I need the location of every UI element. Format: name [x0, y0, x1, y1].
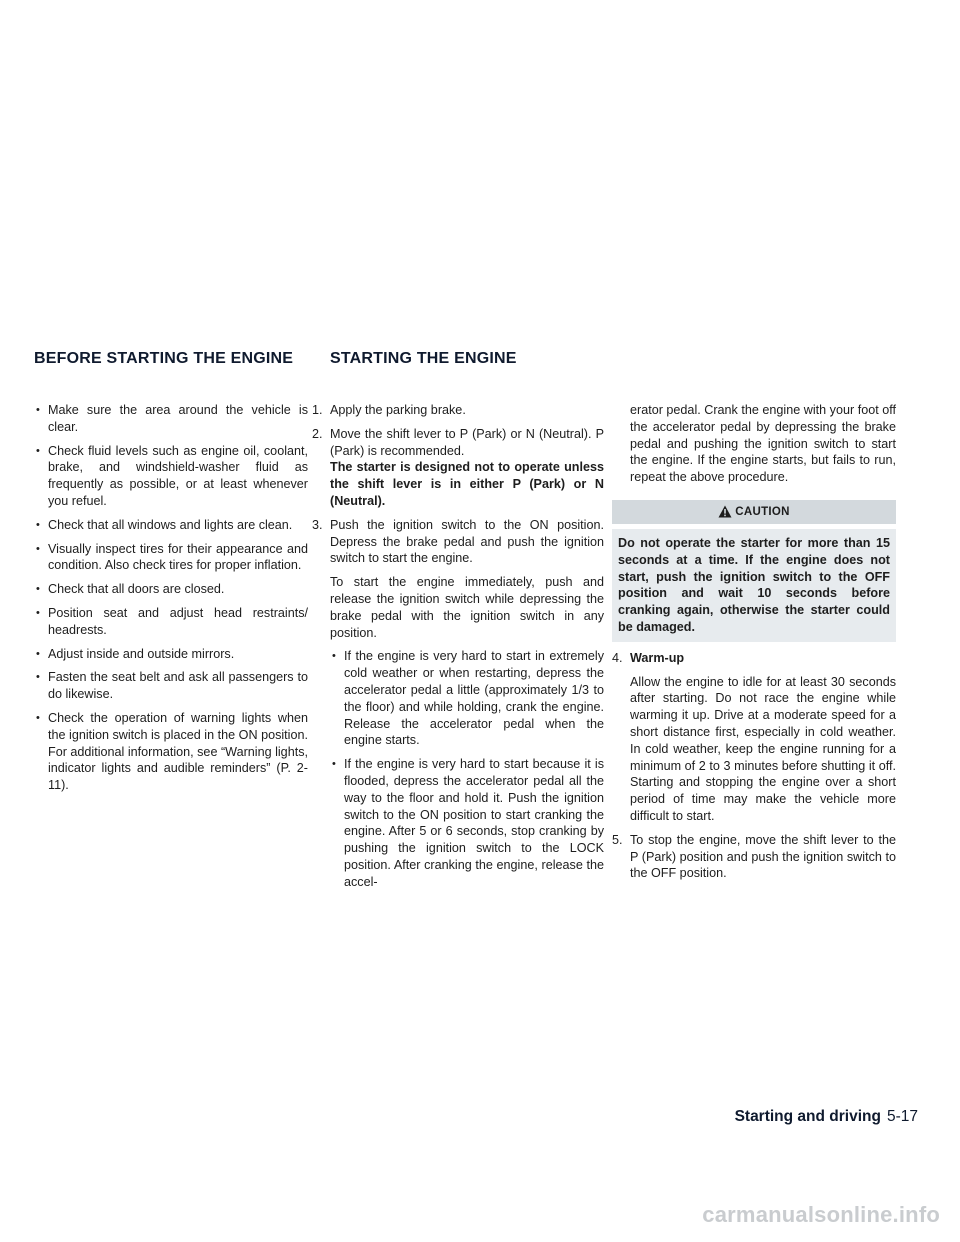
step-text: Move the shift lever to P (Park) or N (Neutral). P (Park) is recommended. [330, 426, 604, 458]
step-number: 5. [612, 832, 623, 847]
list-item: • Position seat and adjust head restraints/ headrests. [34, 605, 308, 639]
list-item: • If the engine is very hard to start because it is flooded, depress the accelerator pedal all the way to the floor and hold it. Push the ignition switch to the ON position to start cranking the engine. After 5 or 6 seconds, stop cranking by pushing the ignition switch to the LOCK position. After cranking the engine, release the accel- [330, 756, 604, 890]
step-2 [312, 426, 604, 510]
caution-label: CAUTION [735, 505, 790, 518]
heading-starting-engine: STARTING THE ENGINE [330, 350, 517, 367]
list-item: • Fasten the seat belt and ask all passengers to do likewise. [34, 669, 308, 703]
step-4 [612, 650, 896, 667]
page-number: 5-17 [886, 1108, 918, 1125]
section-title: Starting and driving [734, 1108, 881, 1125]
heading-before-starting: BEFORE STARTING THE ENGINE [34, 350, 294, 367]
warning-icon [718, 505, 732, 518]
starting-column-1 [312, 402, 604, 898]
step-3-paragraph: To start the engine immediately, push and release the ignition switch while depressing the brake pedal with the ignition switch in any position. [330, 575, 604, 640]
before-starting-column [34, 402, 308, 801]
step-text: To stop the engine, move the shift lever to the P (Park) position and push the ignition switch to the OFF position. [630, 832, 896, 881]
step-5 [612, 832, 896, 882]
watermark: carmanualsonline.info [702, 1202, 940, 1227]
continued-text: erator pedal. Crank the engine with your foot off the accelerator pedal by depressing the brake pedal and pushing the ignition switch to start the engine. If the engine starts, but fails to run, repeat the above procedure. [630, 403, 896, 485]
step-3 [312, 517, 604, 567]
step-3-sublist [330, 648, 604, 890]
list-item: • Visually inspect tires for their appearance and condition. Also check tires for proper inflation. [34, 541, 308, 575]
step-text: Apply the parking brake. [330, 403, 466, 417]
step-text: Push the ignition switch to the ON position. Depress the brake pedal and push the ignition switch to start the engine. [330, 517, 604, 566]
step-number: 4. [612, 650, 623, 665]
list-item: • Adjust inside and outside mirrors. [34, 646, 308, 663]
checklist [34, 402, 308, 794]
list-item: • If the engine is very hard to start in extremely cold weather or when restarting, depress the accelerator pedal a little (approximately 1/3 to the floor) and while holding, crank the engine. Release the accelerator pedal when the engine starts. [330, 648, 604, 749]
step-number: 3. [312, 517, 323, 532]
starting-column-2 [612, 402, 896, 889]
caution-header [612, 500, 896, 524]
step-note-bold: The starter is designed not to operate unless the shift lever is in either P (Park) or N (Neutral). [330, 460, 604, 508]
step-1 [312, 402, 604, 419]
list-item: • Check that all windows and lights are clean. [34, 517, 308, 534]
step-number: 2. [312, 426, 323, 441]
step-4-paragraph: Allow the engine to idle for at least 30 seconds after starting. Do not race the engine while warming it up. Drive at a moderate speed for a short distance first, especially in cold weather. In cold weather, keep the engine running for a minimum of 2 to 3 minutes before shutting it off. Starting and stopping the engine over a short period of time may make the vehicle more difficult to start. [630, 674, 896, 823]
page-footer [735, 1108, 918, 1126]
step-title: Warm-up [630, 650, 685, 665]
list-item: • Make sure the area around the vehicle is clear. [34, 402, 308, 436]
caution-text: Do not operate the starter for more than 15 seconds at a time. If the engine does not start, push the ignition switch to the OFF position and wait 10 seconds before cranking again, otherwise the starter could be damaged. [612, 529, 896, 642]
list-item: • Check the operation of warning lights when the ignition switch is placed in the ON position. For additional information, see “Warning lights, indicator lights and audible reminders” (P. 2-11). [34, 710, 308, 794]
step-number: 1. [312, 403, 323, 417]
list-item: • Check that all doors are closed. [34, 581, 308, 598]
list-item: • Check fluid levels such as engine oil, coolant, brake, and windshield-washer fluid as frequently as possible, or at least whenever you refuel. [34, 443, 308, 510]
caution-box [612, 500, 896, 642]
